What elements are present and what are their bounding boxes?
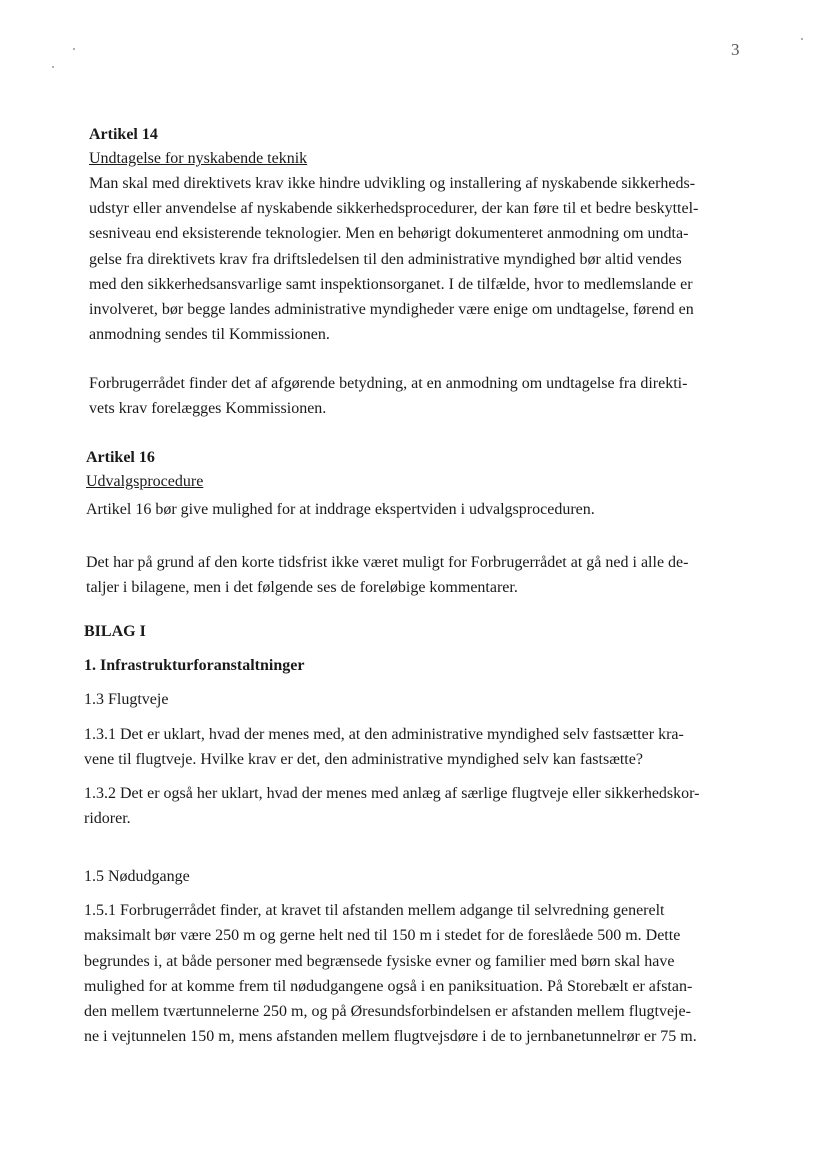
scan-speck: [52, 66, 54, 68]
text-line: udstyr eller anvendelse af nyskabende sikkerhedsprocedurer, der kan føre til et bedre beskyttel-: [89, 200, 699, 218]
text-line: begrundes i, at både personer med begrænsede fysiske evner og familier med børn skal have: [84, 952, 675, 970]
section-1-heading: 1. Infrastrukturforanstaltninger: [84, 657, 305, 674]
text-line: 1.5.1 Forbrugerrådet finder, at kravet til afstanden mellem adgange til selvredning generelt: [84, 902, 665, 920]
text-line: 1.3.1 Det er uklart, hvad der menes med, at den administrative myndighed selv fastsætter kra-: [84, 726, 684, 744]
article-16-section: [86, 446, 734, 522]
text-line: anmodning sendes til Kommissionen.: [89, 326, 330, 344]
article-14-comment: [89, 371, 737, 421]
article-14-subheading: Undtagelse for nyskabende teknik: [89, 150, 308, 167]
text-line: med den sikkerhedsansvarlige samt inspektionsorganet. I de tilfælde, hvor to medlemslande er: [89, 275, 693, 293]
text-line: taljer i bilagene, men i det følgende ses de foreløbige kommentarer.: [86, 579, 518, 597]
text-line: ne i vejtunnelen 150 m, mens afstanden mellem flugtvejsdøre i de to jernbanetunnelrør er 75 m.: [84, 1028, 697, 1046]
section-1-5-heading: 1.5 Nødudgange: [84, 868, 190, 886]
text-line: Det har på grund af den korte tidsfrist ikke været muligt for Forbrugerrådet at gå ned i alle de-: [86, 554, 689, 571]
article-14-section: [89, 123, 737, 347]
article-14-heading: Artikel 14: [89, 126, 158, 143]
text-line: mulighed for at komme frem til nødudgangene også i en paniksituation. På Storebælt er afstan-: [84, 977, 693, 995]
text-line: sesniveau end eksisterende teknologier. Men en behørigt dokumenteret anmodning om undta-: [89, 225, 689, 243]
text-line: maksimalt bør være 250 m og gerne helt ned til 150 m i stedet for de foreslåede 500 m. Dette: [84, 927, 681, 945]
text-line: vets krav forelægges Kommissionen.: [89, 400, 327, 418]
page-number: 3: [731, 40, 740, 59]
scan-speck: [73, 48, 75, 50]
text-line: 1.3.2 Det er også her uklart, hvad der menes med anlæg af særlige flugtveje eller sikkerhedskor-: [84, 784, 700, 802]
bilag-section: [84, 620, 732, 1049]
bilag-heading: BILAG I: [84, 623, 146, 640]
text-line: Artikel 16 bør give mulighed for at inddrage ekspertviden i udvalgsproceduren.: [86, 501, 595, 518]
section-1-3-1: [84, 722, 732, 772]
section-1-3-2: [84, 781, 732, 831]
section-1-5-1: [84, 898, 732, 1049]
intro-paragraph: [86, 550, 734, 600]
article-16-subheading: Udvalgsprocedure: [86, 473, 204, 490]
text-line: ridorer.: [84, 809, 131, 827]
article-16-heading: Artikel 16: [86, 449, 155, 466]
article-14-body: [89, 171, 737, 347]
text-line: involveret, bør begge landes administrative myndigheder være enige om undtagelse, førend en: [89, 301, 694, 319]
section-1-3-heading: 1.3 Flugtveje: [84, 691, 169, 708]
scan-speck: [801, 38, 803, 40]
text-line: Forbrugerrådet finder det af afgørende betydning, at en anmodning om undtagelse fra direkti-: [89, 375, 688, 392]
text-line: den mellem tværtunnelerne 250 m, og på Øresundsforbindelsen er afstanden mellem flugtveje-: [84, 1003, 691, 1021]
text-line: Man skal med direktivets krav ikke hindre udvikling og installering af nyskabende sikkerheds-: [89, 175, 696, 192]
text-line: gelse fra direktivets krav fra driftsledelsen til den administrative myndighed bør altid vendes: [89, 250, 682, 268]
text-line: vene til flugtveje. Hvilke krav er det, den administrative myndighed selv kan fastsætte?: [84, 751, 643, 769]
